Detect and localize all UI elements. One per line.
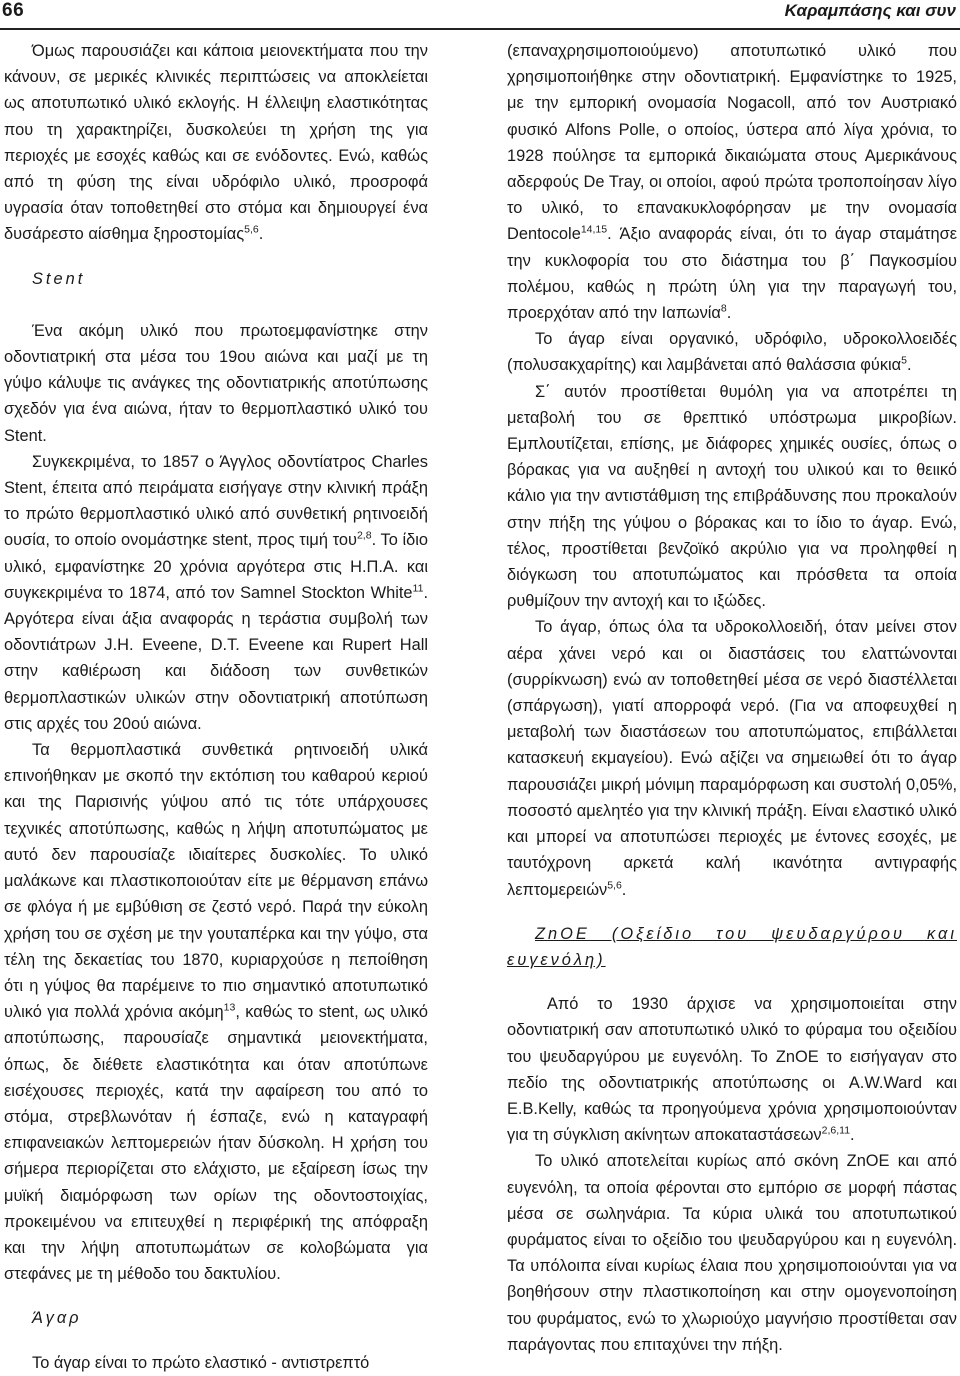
paragraph: Σ΄ αυτόν προστίθεται θυμόλη για να αποτρέπει τη μεταβολή του σε θρεπτικό υπόστρωμα μικροβίων. Εμπλουτίζεται, επίσης, με διάφορες χημικές ουσίες, όπως ο βόρακας για να αυξηθεί η αντοχή του υλικού και το θειικό κάλιο για την αντιστάθμιση της επιβράδυνσης που προκαλούν στην πήξη της γύψου ο βόρακας και το ίδιο το άγαρ. Ενώ, τέλος, προστίθεται βενζοϊκό ακρύλιο για να προληφθεί η διόγκωση του αποτυπώματος και πρόσθετα τα οποία ρυθμίζουν την αντοχή και το ιξώδες.: [507, 382, 957, 611]
page-number: 66: [2, 0, 25, 21]
page-header: [0, 0, 960, 30]
paragraph: (επαναχρησιμοποιούμενο) αποτυπωτικό υλικό που χρησιμοποιήθηκε στην οδοντιατρική. Εμφανίστηκε το 1925, με την εμπορική ονομασία Nogacoll, από τον Αυστριακό φυσικό Alfons Polle, ο οποίος, ύστερα από λίγα χρόνια, το 1928 πούλησε τα εμπορικά δικαιώματα στους Αμερικάνους αδερφούς De Tray, οι οποίοι, αφού πρώτα τροποποίησαν λίγο το υλικό, το επανακυκλοφόρησαν με την ονομασία Dentocole$^{14,15}$. Άξιο αναφοράς είναι, ότι το άγαρ σταμάτησε την κυκλοφορία του στο διάστημα του β΄ Παγκοσμίου πολέμου, καθώς η πρώτη ύλη για την παραγωγή του, προερχόταν από την Ιαπωνία$^8$.: [507, 42, 957, 323]
right-column: [507, 38, 957, 1358]
section-heading-agar: Άγαρ: [32, 1309, 82, 1328]
running-head: Καραμπάσης και συν: [784, 1, 956, 20]
paragraph: Το άγαρ, όπως όλα τα υδροκολλοειδή, όταν μείνει στον αέρα χάνει νερό και οι διαστάσεις του ελαττώνονται (συρρίκνωση) ενώ αν τοποθετηθεί μέσα σε νερό διαστέλλεται (σπάργωση), γιατί απορροφά νερό. (Για να αποφευχθεί η μεταβολή των διαστάσεων του αποτυπώματος, επιβάλλεται κατασκευή εκμαγείου). Ενώ αξίζει να σημειωθεί ότι το άγαρ παρουσιάζει μικρή μόνιμη παραμόρφωση και συστολή 0,05%, ποσοστό αμελητέο για την κλινική πράξη. Είναι ελαστικό υλικό και μπορεί να αποτυπώσει περιοχές με έντονες εσοχές, με ταυτόχρονη αρκετά καλή ικανότητα αντιγραφής λεπτομερειών$^{5,6}$.: [507, 618, 957, 899]
paragraph: Ένα ακόμη υλικό που πρωτοεμφανίστηκε στην οδοντιατρική στα μέσα του 19ου αιώνα και μαζί με τη γύψο κάλυψε τις ανάγκες της οδοντιατρικής αποτύπωσης σχεδόν για ένα αιώνα, ήταν το θερμοπλαστικό υλικό του Stent.: [4, 321, 428, 445]
paragraph: Το άγαρ είναι οργανικό, υδρόφιλο, υδροκολλοειδές (πολυσακχαρίτης) και λαμβάνεται από θαλάσσια φύκια$^5$.: [507, 330, 957, 375]
paragraph: Συγκεκριμένα, το 1857 ο Άγγλος οδοντίατρος Charles Stent, έπειτα από πειράματα εισήγαγε στην κλινική πράξη το πρώτο θερμοπλαστικό υλικό από συνθετική ρητινοειδή ουσία, το οποίο ονομάστηκε stent, προς τιμή του$^{2,8}$. Το ίδιο υλικό, εμφανίστηκε 20 χρόνια αργότερα στις Η.Π.Α. και συγκεκριμένα το 1874, από τον Samnel Stockton White$^{11}$. Αργότερα είναι άξια αναφοράς η τεράστια συμβολή των οδοντιάτρων J.H. Eveene, D.T. Eveene και Rupert Hall στην καθιέρωση και διάδοση των συνθετικών θερμοπλαστικών υλικών στην οδοντιατρική αποτύπωση στις αρχές του 20ού αιώνα.: [4, 452, 428, 733]
paragraph: Το υλικό αποτελείται κυρίως από σκόνη ZnOE και από ευγενόλη, τα οποία φέρονται στο εμπόριο σε μορφή πάστας μέσα σε σωληνάρια. Τα κύρια υλικά του αποτυπωτικού φυράματος είναι το οξείδιο του ψευδαργύρου και η ευγενόλη. Τα υπόλοιπα είναι κυρίως έλαια που χρησιμοποιούνται για να βοηθήσουν στην πλαστικοποίηση και στην ομογενοποίηση του φυράματος, ενώ το χλωριούχο μαγνήσιο προστίθεται σαν παράγοντας που επιταχύνει την πήξη.: [507, 1152, 957, 1354]
paragraph: Όμως παρουσιάζει και κάποια μειονεκτήματα που την κάνουν, σε μερικές κλινικές περιπτώσεις να αποκλείεται ως αποτυπωτικό υλικό εκλογής. Η έλλειψη ελαστικότητας που τη χαρακτηρίζει, δυσκολεύει τη χρήση της για περιοχές με εσοχές καθώς και σε ενόδοντες. Ενώ, καθώς από τη φύση της είναι υδρόφιλο υλικό, προσροφά υγρασία όταν τοποθετηθεί στο στόμα και δημιουργεί ένα δυσάρεστο αίσθημα ξηροστομίας$^{5,6}$.: [4, 42, 428, 244]
section-heading-zno: ZnOE (Οξείδιο του ψευδαργύρου και ευγενόλη): [507, 924, 957, 969]
paragraph: Από το 1930 άρχισε να χρησιμοποιείται στην οδοντιατρική σαν αποτυπωτικό υλικό το φύραμα του οξειδίου του ψευδαργύρου με ευγενόλη. Το ZnOE το εισήγαγαν στο πεδίο της οδοντιατρικής αποτύπωσης οι A.W.Ward και E.B.Kelly, καθώς τα προηγούμενα χρόνια χρησιμοποιούνταν για τη σύγκλιση ακίνητων αποκαταστάσεων$^{2,6,11}$.: [507, 995, 957, 1145]
paragraph: Το άγαρ είναι το πρώτο ελαστικό - αντιστρεπτό: [32, 1353, 370, 1372]
paragraph: Τα θερμοπλαστικά συνθετικά ρητινοειδή υλικά επινοήθηκαν με σκοπό την εκτόπιση του καθαρού κεριού και της Παρισινής γύψου από τις τότε υπάρχουσες τεχνικές αποτύπωσης, καθώς η λήψη αποτυπώματος με αυτό δεν παρουσίαζε ιδιαίτερες δυσκολίες. Το υλικό μαλάκωνε και πλαστικοποιούταν είτε με θέρμανση επάνω σε φλόγα ή με εμβύθιση σε ζεστό νερό. Παρά την εύκολη χρήση του σε σχέση με την γουταπέρκα και την γύψο, στα τέλη της δεκαετίας του 1870, κυριαρχούσε η πεποίθηση ότι η γύψος θα παρέμεινε το πιο σημαντικό αποτυπωτικό υλικό για πολλά χρόνια ακόμη$^{13}$, καθώς το stent, ως υλικό αποτύπωσης, παρουσίαζε σημαντικά μειονεκτήματα, όπως, δε διέθετε ελαστικότητα και όταν αποτύπωνε εισέχουσες περιοχές, κατά την αφαίρεση του από το στόμα, στρεβλωνόταν ή έσπαζε, ενώ η καταγραφή επιφανειακών λεπτομερειών ήταν δύσκολη. Η χρήση του σήμερα περιορίζεται στο ελάχιστο, με εξαίρεση ίσως την μυϊκή διαμόρφωση των ορίων της οδοντοστοιχίας, προκειμένου να επιτευχθεί η περιφέρική της απόφραξη και την λήψη αποτυπωμάτων σε κολοβώματα για στεφάνες με τη μέθοδο του δακτυλίου.: [4, 741, 428, 1284]
section-heading-stent: Stent: [32, 269, 86, 288]
left-column: [4, 38, 428, 1376]
